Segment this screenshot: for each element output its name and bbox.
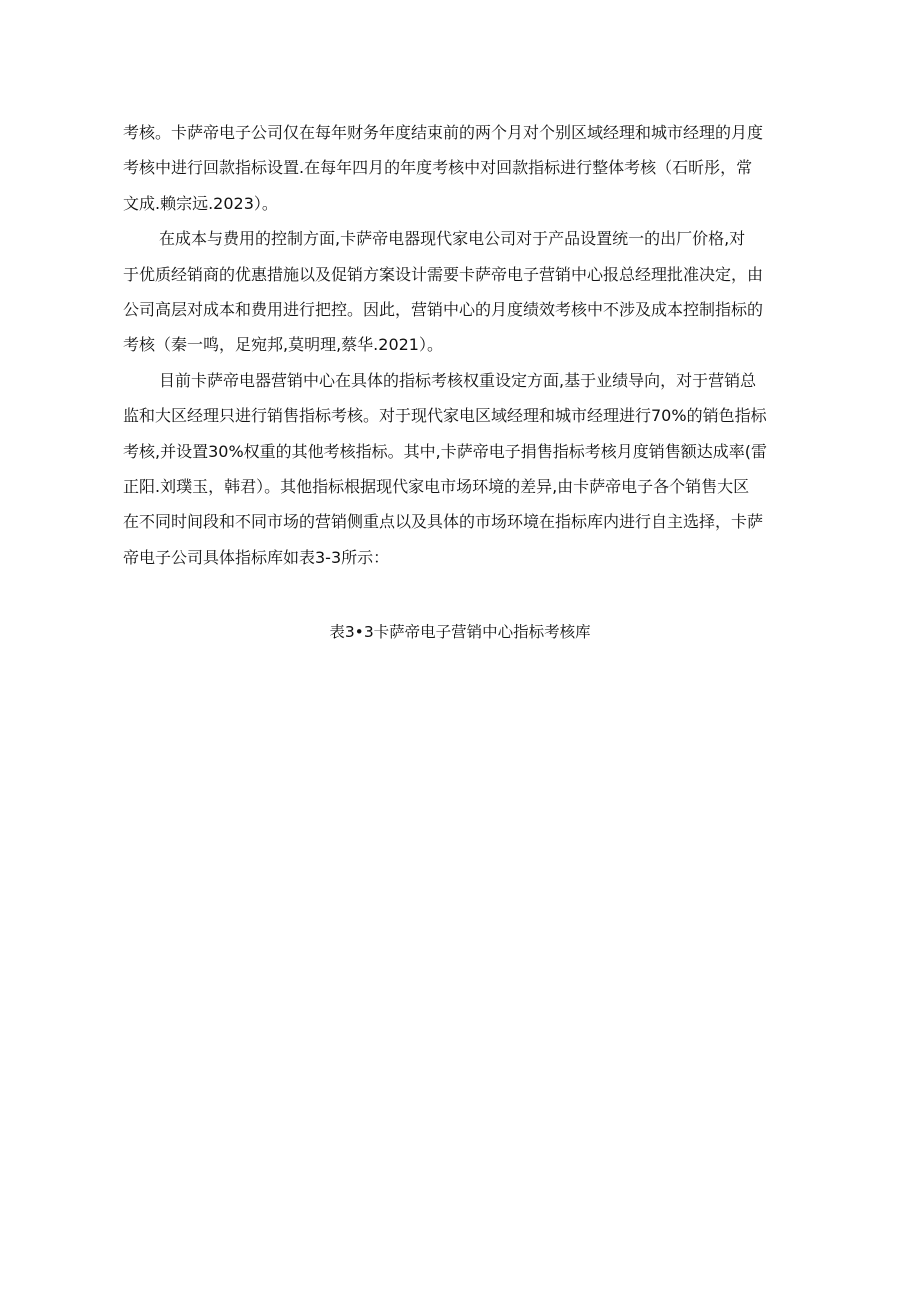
text-line: 公司高层对成本和费用进行把控。因此，营销中心的月度绩效考核中不涉及成本控制指标的: [123, 300, 764, 320]
body-text: [123, 115, 801, 575]
text-line: 考核。卡萨帝电子公司仅在每年财务年度结束前的两个月对个别区域经理和城市经理的月度: [123, 123, 764, 142]
text-line: 监和大区经理只进行销售指标考核。对于现代家电区域经理和城市经理进行70%的销色指标: [123, 406, 767, 426]
text-line: 正阳.刘璞玉，韩君）。其他指标根据现代家电市场环境的差异,由卡萨帝电子各个销售大区: [123, 477, 750, 497]
text-line: 考核（秦一鸣，足宛邦,莫明理,蔡华.2021）。: [123, 335, 443, 355]
paragraph-weighting: [123, 363, 801, 575]
paragraph-receivables: [123, 115, 801, 221]
paragraph-cost-control: [123, 221, 801, 363]
text-line: 帝电子公司具体指标库如表3-3所示：: [123, 547, 390, 567]
text-line: 在成本与费用的控制方面,卡萨帝电器现代家电公司对于产品设置统一的出厂价格,对: [159, 229, 746, 249]
text-line: 文成.赖宗远.2023）。: [123, 193, 278, 213]
text-line: 考核,并设置30%权重的其他考核指标。其中,卡萨帝电子捐售指标考核月度销售额达成率(雷: [123, 441, 767, 461]
text-line: 考核中进行回款指标设置.在每年四月的年度考核中对回款指标进行整体考核（石昕彤，常: [123, 158, 753, 178]
text-line: 目前卡萨帝电器营销中心在具体的指标考核权重设定方面,基于业绩导向，对于营销总: [159, 370, 757, 390]
text-line: 于优质经销商的优惠措施以及促销方案设计需要卡萨帝电子营销中心报总经理批准决定，由: [123, 264, 764, 284]
text-line: 在不同时间段和不同市场的营销侧重点以及具体的市场环境在指标库内进行自主选择，卡萨: [123, 512, 764, 532]
table-caption: 表3•3卡萨帝电子营销中心指标考核库: [329, 623, 591, 641]
